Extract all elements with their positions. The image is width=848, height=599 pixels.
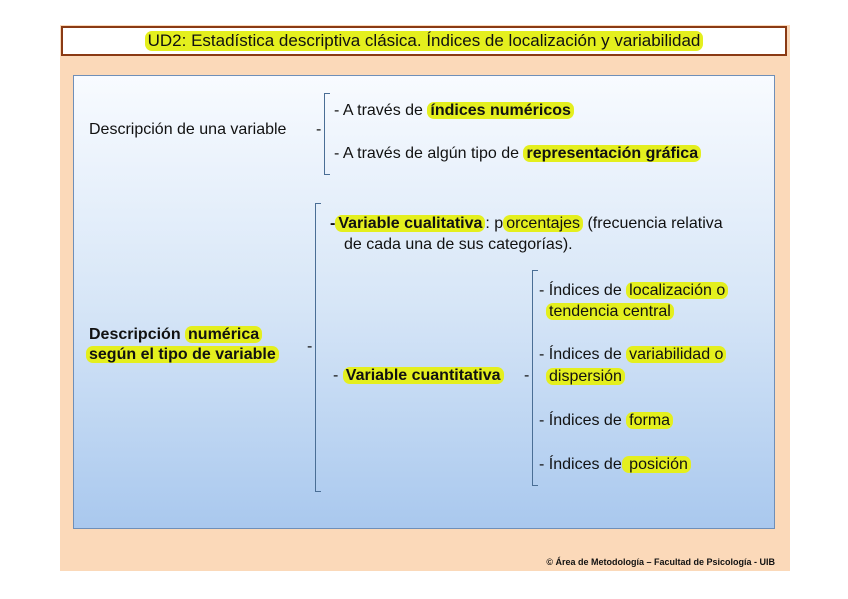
section2-brace [315, 203, 321, 492]
section1-item1: - A través de índices numéricos [334, 101, 574, 121]
highlight-posicion: posición [622, 456, 691, 473]
highlight-indices-numericos: índices numéricos [427, 102, 574, 119]
section2-connector: - [307, 338, 313, 355]
highlight-segun-tipo: según el tipo de variable [86, 346, 279, 363]
index-forma: - Índices de forma [539, 411, 673, 431]
index-variabilidad-line2 [546, 367, 625, 387]
highlight-forma: forma [626, 412, 673, 429]
highlight-tendencia-central: tendencia central [546, 303, 674, 320]
index-localizacion-line2 [546, 302, 674, 322]
highlight-representacion-grafica: representación gráfica [523, 145, 701, 162]
section1-connector: - [316, 121, 322, 138]
highlight-variabilidad: variabilidad o [626, 346, 726, 363]
slide-title: UD2: Estadística descriptiva clásica. Índices de localización y variabilidad [145, 31, 704, 51]
highlight-numerica: numérica [185, 326, 262, 343]
footer-credit: © Área de Metodología – Facultad de Psicología - UIB [546, 557, 775, 567]
qualitative-line1: - Variable cualitativa : p orcentajes (frecuencia relativa [330, 215, 723, 232]
slide-title-bar [61, 26, 787, 56]
index-posicion: - Índices de posición [539, 455, 691, 475]
section1-item2: - A través de algún tipo de representación gráfica [334, 144, 701, 164]
highlight-localizacion: localización o [626, 282, 728, 299]
section2-label-line2 [86, 345, 279, 365]
index-localizacion-line1: - Índices de localización o [539, 281, 728, 301]
highlight-dispersion: dispersión [546, 368, 625, 385]
index-variabilidad-line1: - Índices de variabilidad o [539, 345, 726, 365]
section2-label-line1: Descripción numérica [89, 325, 262, 345]
quantitative-label: - Variable cuantitativa [333, 366, 504, 386]
quantitative-connector: - [524, 367, 530, 384]
highlight-variable-cuantitativa: Variable cuantitativa [343, 367, 504, 384]
highlight-porcentajes: orcentajes [503, 215, 583, 232]
highlight-variable-cualitativa: Variable cualitativa [335, 215, 485, 232]
qualitative-line2: de cada una de sus categorías). [344, 236, 573, 253]
quantitative-brace [532, 270, 538, 486]
section1-label: Descripción de una variable [89, 121, 287, 138]
section1-brace [324, 93, 330, 175]
